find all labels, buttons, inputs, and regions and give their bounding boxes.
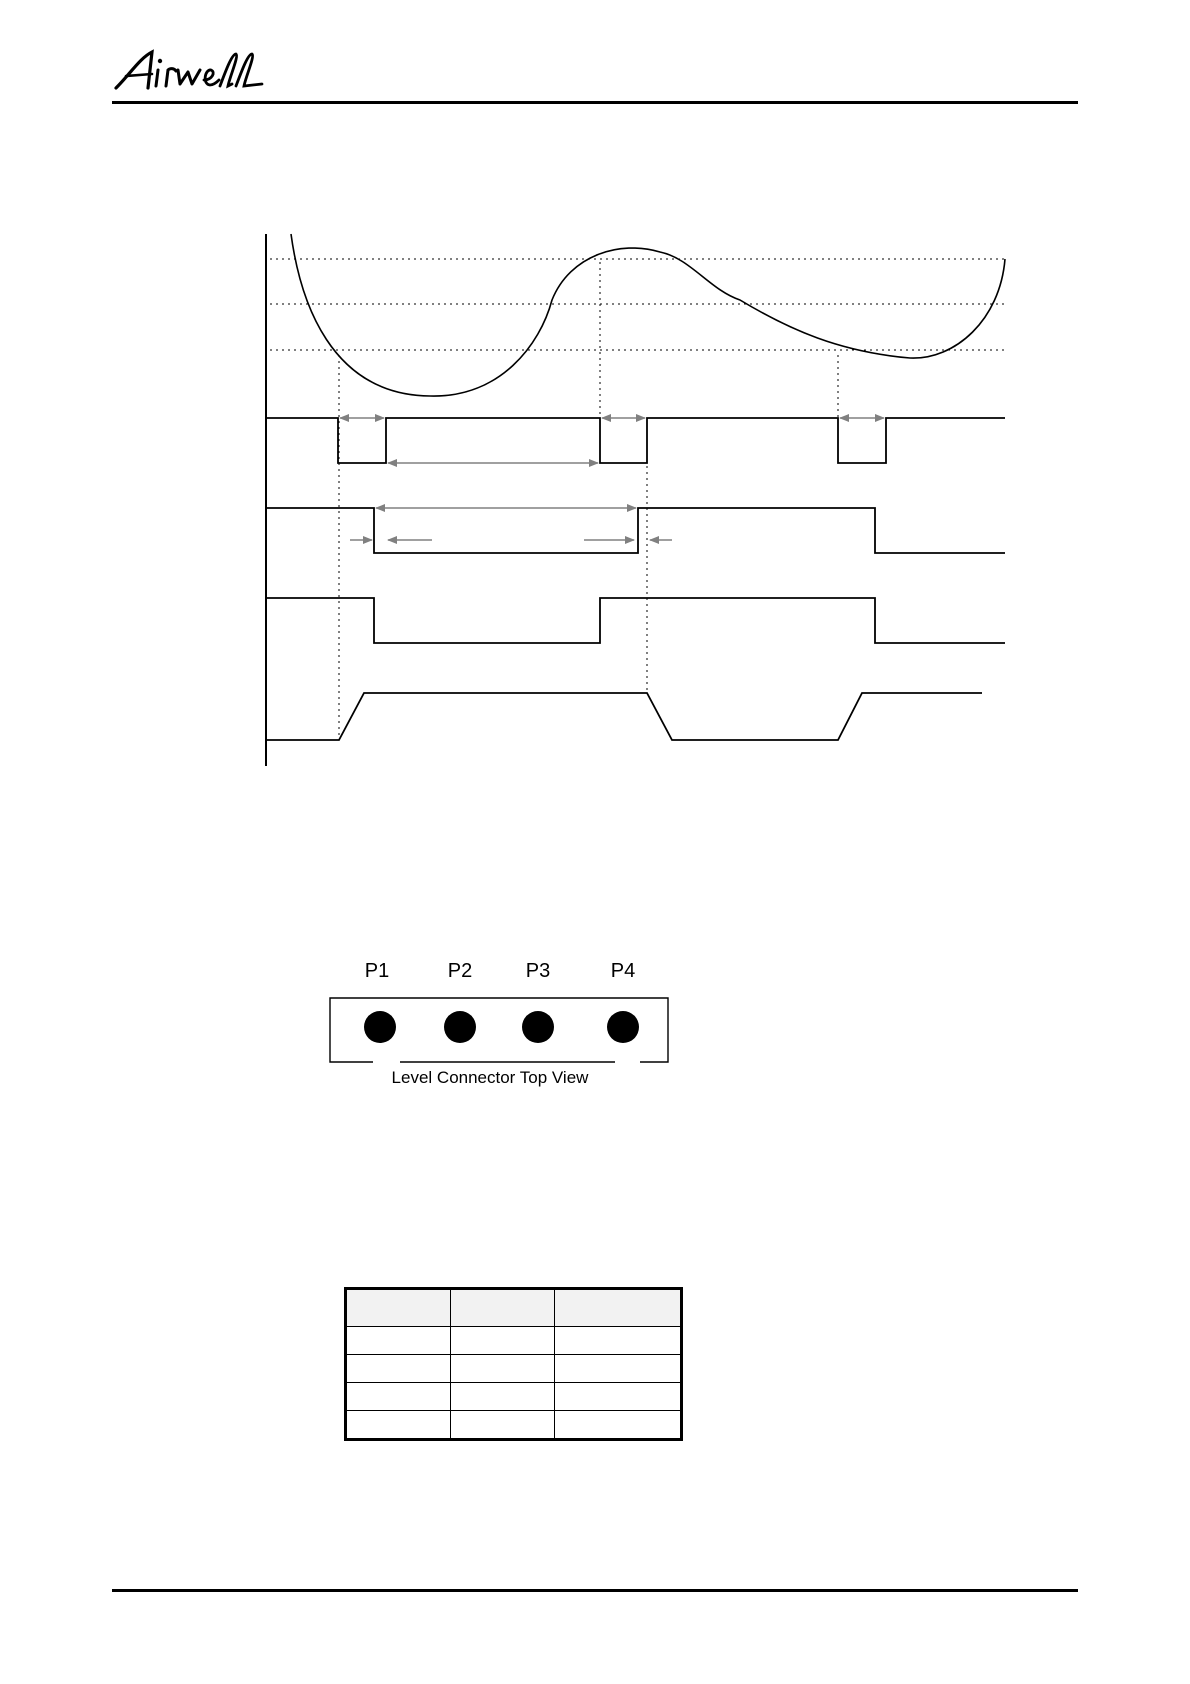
pin-p4 — [607, 1011, 639, 1043]
table-cell — [555, 1383, 682, 1411]
table-row — [346, 1355, 682, 1383]
event-guides — [339, 262, 838, 740]
level-connector — [320, 960, 680, 1100]
level-table — [344, 1287, 683, 1441]
table-cell — [346, 1411, 451, 1440]
trace-2-signal — [266, 508, 1005, 553]
pin-label-p3: P3 — [525, 960, 551, 982]
pin-p1 — [364, 1011, 396, 1043]
table-header-cell — [346, 1289, 451, 1327]
table-cell — [555, 1355, 682, 1383]
table-cell — [346, 1355, 451, 1383]
connector-caption: Level Connector Top View — [391, 1068, 589, 1087]
table-cell — [555, 1327, 682, 1355]
pin-p3 — [522, 1011, 554, 1043]
table-cell — [346, 1327, 451, 1355]
pin-label-p1: P1 — [364, 960, 390, 982]
table-row — [346, 1411, 682, 1440]
table-cell — [451, 1411, 555, 1440]
table-header-cell — [555, 1289, 682, 1327]
table-cell — [555, 1411, 682, 1440]
table-cell — [451, 1383, 555, 1411]
connector-body — [320, 960, 680, 1070]
table-header-cell — [451, 1289, 555, 1327]
pin-label-p4: P4 — [610, 960, 636, 982]
footer-rule — [112, 1589, 1078, 1592]
trace-1-arrows — [340, 418, 884, 463]
trace-4-signal — [266, 693, 982, 740]
table-cell — [451, 1327, 555, 1355]
level-curve — [291, 234, 1005, 396]
table-cell — [451, 1355, 555, 1383]
trace-1-signal — [266, 418, 1005, 463]
table-row — [346, 1383, 682, 1411]
trace-3-signal — [266, 598, 1005, 643]
trace-2-arrows — [350, 508, 672, 540]
timing-diagram — [0, 0, 1190, 800]
table-cell — [346, 1383, 451, 1411]
pin-label-p2: P2 — [447, 960, 473, 982]
table-header-row — [346, 1289, 682, 1327]
level-thresholds — [270, 259, 1005, 350]
pin-p2 — [444, 1011, 476, 1043]
table-row — [346, 1327, 682, 1355]
